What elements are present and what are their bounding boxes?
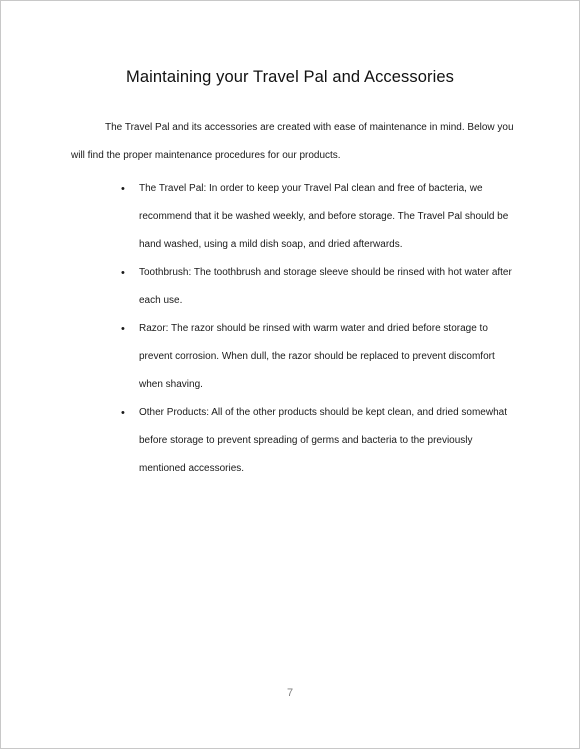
list-item-travel-pal [121, 175, 513, 259]
list-item-text: Razor: The razor should be rinsed with warm water and dried before storage to prevent corrosion. When dull, the razor should be replaced to prevent discomfort when shaving. [139, 323, 495, 390]
list-item-razor [121, 315, 513, 399]
document-title: Maintaining your Travel Pal and Accessories [125, 68, 455, 86]
bullet-icon: • [121, 183, 125, 195]
page-number: 7 [286, 687, 294, 699]
bullet-icon: • [121, 407, 125, 419]
maintenance-list [121, 175, 513, 483]
list-item-text: Other Products: All of the other products should be kept clean, and dried somewhat before storage to prevent spreading of germs and bacteria to the previously mentioned accessories. [139, 407, 507, 474]
bullet-icon: • [121, 267, 125, 279]
list-item-text: The Travel Pal: In order to keep your Travel Pal clean and free of bacteria, we recommend that it be washed weekly, and before storage. The Travel Pal should be hand washed, using a mild dish soap, and dried afterwards. [139, 183, 509, 250]
list-item-other-products [121, 399, 513, 483]
bullet-icon: • [121, 323, 125, 335]
list-item-text: Toothbrush: The toothbrush and storage sleeve should be rinsed with hot water after each use. [139, 267, 512, 306]
list-item-toothbrush [121, 259, 513, 315]
intro-paragraph: The Travel Pal and its accessories are created with ease of maintenance in mind. Below you will find the proper maintenance procedures for our products. [71, 122, 514, 161]
